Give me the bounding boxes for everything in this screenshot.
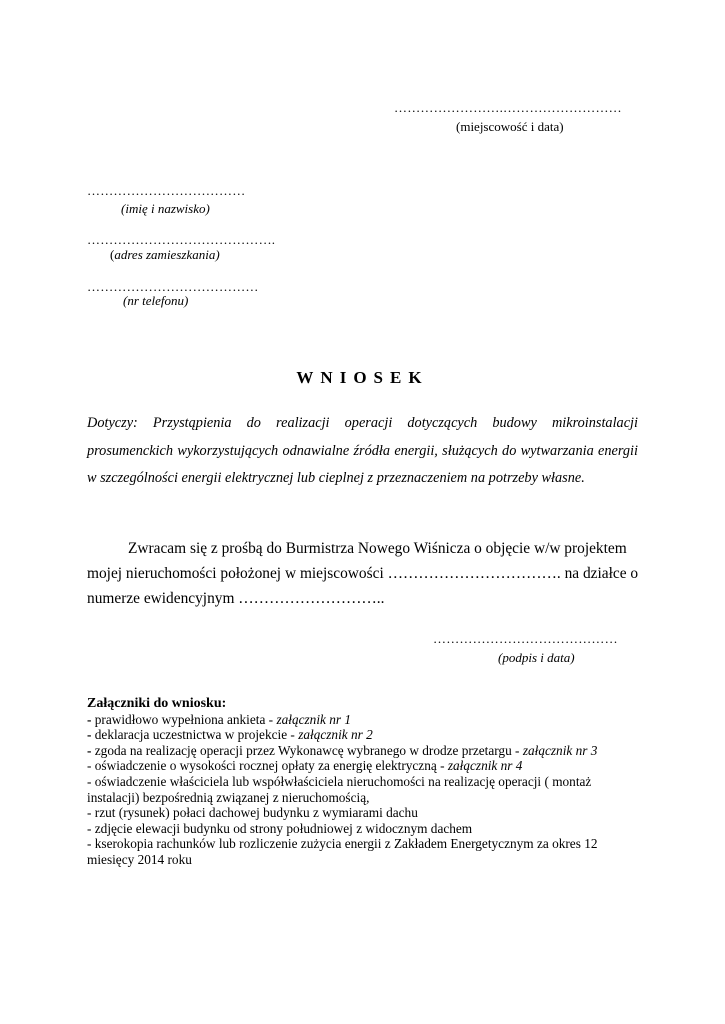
name-field[interactable]: ……………………………… bbox=[87, 183, 246, 198]
subject-paragraph: Dotyczy: Przystąpienia do realizacji operacji dotyczących budowy mikroinstalacji prosumenckich wykorzystujących odnawialne źródła energii, służących do wytwarzania energii w szczególności energii elektrycznej lub cieplnej z przeznaczeniem na potrzeby własne. bbox=[87, 415, 638, 486]
address-field[interactable]: ……………………………………. bbox=[87, 232, 276, 247]
place-date-field[interactable]: …………………….……………………… bbox=[394, 100, 622, 115]
document-title: WNIOSEK bbox=[296, 368, 429, 387]
list-item: - rzut (rysunek) połaci dachowej budynku z wymiarami dachu bbox=[87, 805, 418, 821]
attachments-title: Załączniki do wniosku: bbox=[87, 696, 227, 711]
request-word: miejscowości bbox=[299, 565, 384, 582]
list-item: - oświadczenie o wysokości rocznej opłaty za energię elektryczną - załącznik nr 4 bbox=[87, 758, 523, 774]
request-word: mojej bbox=[87, 565, 123, 582]
list-item: - kserokopia rachunków lub rozliczenie zużycia energii z Zakładem Energetycznym za okres 12 miesięcy 2014 roku bbox=[87, 836, 598, 867]
request-line-2 bbox=[87, 561, 639, 586]
list-item: - deklaracja uczestnictwa w projekcie - załącznik nr 2 bbox=[87, 727, 373, 743]
request-word: położonej bbox=[220, 565, 282, 582]
phone-field[interactable]: ………………………………… bbox=[87, 279, 259, 294]
list-item: - zdjęcie elewacji budynku od strony południowej z widocznym dachem bbox=[87, 820, 473, 836]
request-word: działce bbox=[582, 565, 627, 582]
list-item: - prawidłowo wypełniona ankieta - załącznik nr 1 bbox=[87, 711, 352, 727]
list-item: - oświadczenie właściciela lub współwłaściciela nieruchomości na realizację operacji ( montaż instalacji) bezpośrednią związanej z nieruchomością, bbox=[87, 773, 592, 805]
signature-label: (podpis i data) bbox=[498, 650, 575, 665]
request-paragraph bbox=[87, 536, 639, 611]
parcel-number-field[interactable]: numerze ewidencyjnym ……………………….. bbox=[87, 590, 385, 607]
attachments-list bbox=[87, 696, 647, 868]
request-line-1: Zwracam się z prośbą do Burmistrza Nowego Wiśnicza o objęcie w/w projektem bbox=[128, 540, 627, 557]
request-word: nieruchomości bbox=[125, 565, 217, 582]
village-field[interactable]: ……………………………. bbox=[387, 565, 561, 582]
request-word: na bbox=[564, 565, 580, 582]
phone-label: (nr telefonu) bbox=[123, 293, 189, 308]
request-word: w bbox=[284, 565, 297, 582]
name-label: (imię i nazwisko) bbox=[121, 201, 210, 216]
signature-field[interactable]: …………………………………… bbox=[433, 631, 618, 646]
list-item: - zgoda na realizację operacji przez Wykonawcę wybranego w drodze przetargu - załącznik nr 3 bbox=[87, 742, 598, 758]
request-word: o bbox=[630, 565, 639, 582]
place-date-label: (miejscowość i data) bbox=[456, 119, 564, 134]
address-label: (adres zamieszkania) bbox=[110, 247, 220, 262]
